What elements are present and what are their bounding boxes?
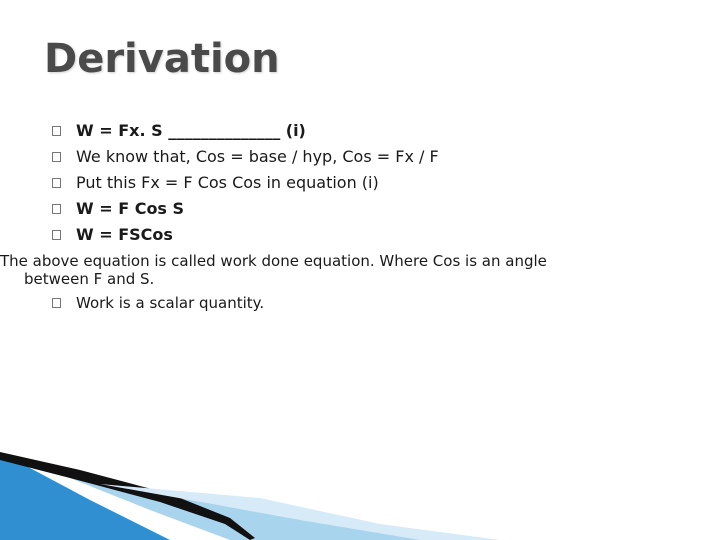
bullet-box-icon bbox=[52, 204, 61, 214]
bullet-text: We know that, Cos = base / hyp, Cos = Fx / F bbox=[76, 147, 439, 166]
paragraph-line-2: between F and S. bbox=[24, 270, 155, 288]
paragraph-line-1: The above equation is called work done equation. Where Cos is an angle bbox=[0, 252, 547, 270]
bullet-item bbox=[48, 292, 688, 314]
decorative-swoosh bbox=[0, 440, 720, 540]
bullet-box-icon bbox=[52, 230, 61, 240]
bullet-box-icon bbox=[52, 178, 61, 188]
slide-body bbox=[0, 118, 688, 314]
bullet-box-icon bbox=[52, 152, 61, 162]
slide-title: Derivation bbox=[44, 36, 280, 82]
bullet-box-icon bbox=[52, 298, 61, 308]
bullet-box-icon bbox=[52, 126, 61, 136]
bullet-text: W = Fx. S ______________ (i) bbox=[76, 121, 306, 140]
bullet-text: W = F Cos S bbox=[76, 199, 185, 218]
bullet-item bbox=[48, 196, 688, 222]
bullet-item bbox=[48, 144, 688, 170]
paragraph bbox=[0, 252, 620, 288]
bullet-text: Put this Fx = F Cos Cos in equation (i) bbox=[76, 173, 379, 192]
bullet-item bbox=[48, 170, 688, 196]
bullet-item bbox=[48, 118, 688, 144]
bullet-text: Work is a scalar quantity. bbox=[76, 294, 265, 312]
bullet-text: W = FSCos bbox=[76, 225, 173, 244]
bullet-item bbox=[48, 222, 688, 248]
